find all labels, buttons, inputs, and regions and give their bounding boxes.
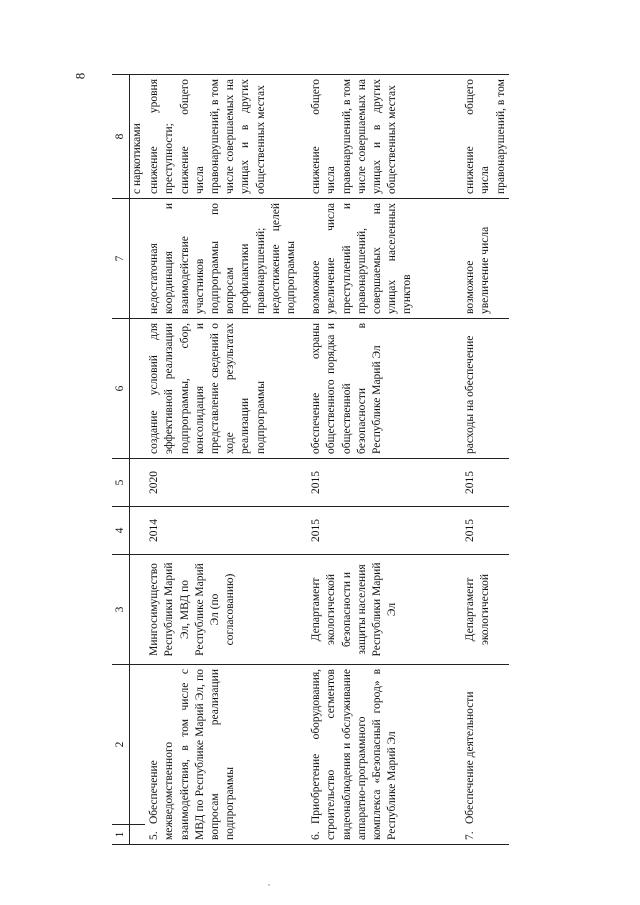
column-number: 2 xyxy=(112,665,130,825)
column-number: 7 xyxy=(112,199,130,319)
page-number: 8 xyxy=(72,72,88,80)
end-year-cell: 2015 xyxy=(461,459,509,507)
row-number: 6. xyxy=(310,831,323,840)
column-number: 4 xyxy=(112,507,130,555)
result-cell: расходы на обеспечение xyxy=(461,319,509,459)
start-year-cell: 2014 xyxy=(145,507,307,555)
table-row xyxy=(145,75,307,845)
measure-cell xyxy=(145,665,307,845)
consequences-cell: возможное увеличение числа преступлений и правонарушений, совершаемых на улицах населенных пунктов xyxy=(307,199,461,319)
executor-cell: Департамент экологической xyxy=(461,555,509,665)
row-number: 5. xyxy=(148,831,161,840)
consequences-cell: возможное увеличение числа xyxy=(461,199,509,319)
scan-artifact xyxy=(268,884,270,886)
start-year-cell: 2015 xyxy=(461,507,509,555)
result-cell: обеспечение охраны общественного порядка и общественной безопасности в Республике Марий Эл xyxy=(307,319,461,459)
table-row-continuation xyxy=(130,75,146,845)
measure-cell xyxy=(461,665,509,845)
rotated-page-content xyxy=(112,75,640,845)
end-year-cell: 2015 xyxy=(307,459,461,507)
measure-cell xyxy=(307,665,461,845)
continued-indicator-text: с наркотиками xyxy=(130,75,146,199)
column-number: 6 xyxy=(112,319,130,459)
measures-table xyxy=(112,74,509,845)
executor-cell: Мингосимущество Республики Марий Эл, МВД по Республике Марий Эл (по согласованию) xyxy=(145,555,307,665)
consequences-cell: недостаточная координация и взаимодействие участников подпрограммы по вопросам профилактики правонарушений; недостижение целей подпрограммы xyxy=(145,199,307,319)
table-row xyxy=(307,75,461,845)
result-cell: создание условий для эффективной реализации подпрограммы, сбор, консолидация и представление сведений о ходе результатах реализации подпрограммы xyxy=(145,319,307,459)
column-number: 1 xyxy=(112,825,130,845)
indicators-cell: снижение общего числа правонарушений, в том числе совершаемых на улицах и в других общественных местах xyxy=(307,75,461,199)
column-number-row xyxy=(112,75,130,845)
executor-cell: Департамент экологической безопасности и защиты населения Республики Марий Эл xyxy=(307,555,461,665)
row-number: 7. xyxy=(464,831,477,840)
measure-text: Приобретение оборудования, строительство сегментов видеонаблюдения и обслуживание аппаратно-программного комплекса «Безопасный город» в Республике Марий Эл xyxy=(310,669,399,840)
column-number: 5 xyxy=(112,459,130,507)
column-number: 3 xyxy=(112,555,130,665)
measure-text: Обеспечение межведомственного взаимодействия, в том числе с МВД по Республике Марий Эл, по вопросам реализации подпрограммы xyxy=(148,669,237,840)
indicators-cell: снижение уровня преступности; снижение общего числа правонарушений, в том числе совершаемых на улицах и в других общественных местах xyxy=(145,75,307,199)
end-year-cell: 2020 xyxy=(145,459,307,507)
start-year-cell: 2015 xyxy=(307,507,461,555)
table-row xyxy=(461,75,509,845)
column-number: 8 xyxy=(112,75,130,199)
measure-text: Обеспечение деятельности xyxy=(464,691,477,824)
indicators-cell: снижение общего числа правонарушений, в том xyxy=(461,75,509,199)
